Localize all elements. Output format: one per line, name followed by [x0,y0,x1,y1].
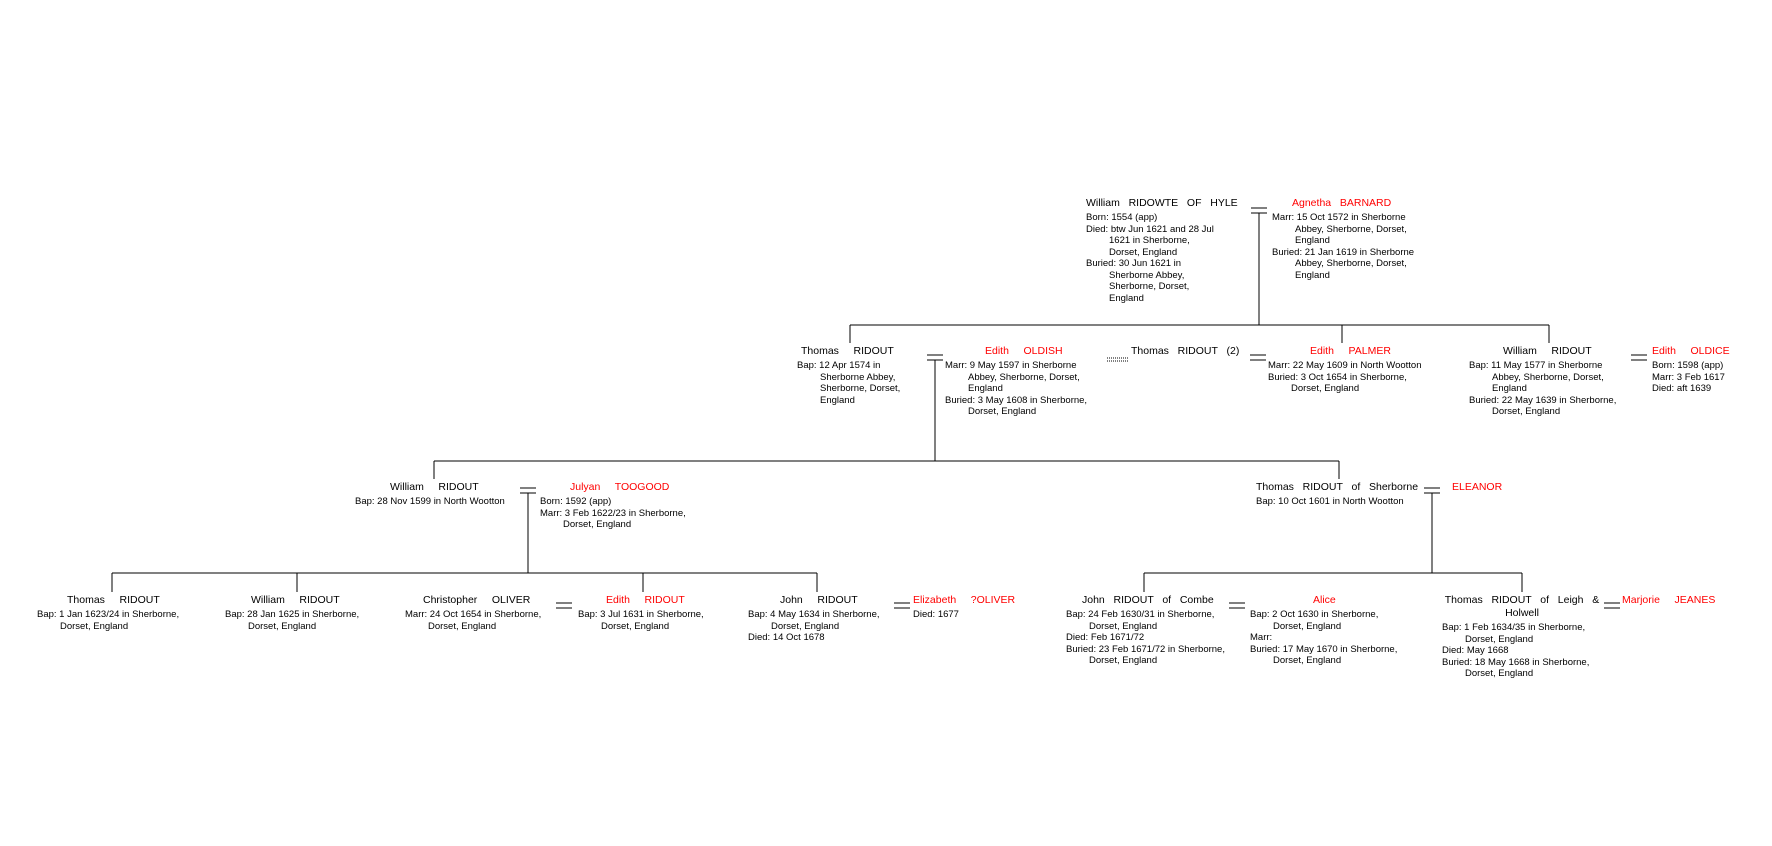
person-julyan-toogood [540,481,700,531]
person-name: John RIDOUT of Combe [1082,594,1214,606]
person-fact: Bap: 12 Apr 1574 in Sherborne Abbey, Sherborne, Dorset, England [797,360,901,406]
person-fact: Bap: 28 Nov 1599 in North Wootton [355,496,505,507]
person-eleanor [1452,481,1532,494]
person-name: William RIDOUT [251,594,340,606]
person-fact: Buried: 30 Jun 1621 in Sherborne Abbey, Sherborne, Dorset, England [1086,258,1190,304]
person-fact: Died: aft 1639 [1652,383,1712,394]
person-edith-oldice [1652,345,1762,395]
person-fact: Marr: 15 Oct 1572 in Sherborne Abbey, Sherborne, Dorset, England [1272,212,1407,246]
person-name: Thomas RIDOUT (2) [1131,345,1240,357]
person-william-ridout-1599 [355,481,525,508]
person-fact: Born: 1554 (app) [1086,212,1158,223]
person-william-ridout-1577 [1469,345,1629,418]
person-fact: Marr: 3 Feb 1617 [1652,371,1725,383]
person-thomas-ridout-1623 [37,594,197,632]
person-john-ridout-combe [1066,594,1226,667]
person-name: William RIDOUT [390,481,479,493]
person-fact: Bap: 1 Feb 1634/35 in Sherborne, Dorset, England [1442,622,1586,645]
person-elizabeth-oliver [913,594,1023,621]
person-thomas-ridout-1574 [797,345,922,406]
person-name: Edith PALMER [1310,345,1391,357]
person-fact: Died: btw Jun 1621 and 28 Jul 1621 in Sherborne, Dorset, England [1086,223,1214,258]
person-marjorie-jeanes [1622,594,1742,607]
person-fact: Bap: 10 Oct 1601 in North Wootton [1256,496,1404,507]
person-fact: Bap: 3 Jul 1631 in Sherborne, Dorset, England [578,609,704,632]
person-name: Edith OLDICE [1652,345,1730,357]
person-thomas-ridout-leigh [1442,594,1602,680]
person-name: Julyan TOOGOOD [570,481,670,493]
person-fact: Buried: 17 May 1670 in Sherborne, Dorset, England [1250,643,1398,666]
person-name: Christopher OLIVER [423,594,531,606]
person-name: Thomas RIDOUT [67,594,160,606]
person-fact: Marr: [1250,632,1273,643]
person-name: Alice [1313,594,1336,606]
person-fact: Born: 1598 (app) [1652,360,1724,371]
person-alice [1250,594,1410,667]
person-name: Edith OLDISH [985,345,1063,357]
person-william-ridowte [1086,197,1238,304]
person-fact: Bap: 4 May 1634 in Sherborne, Dorset, England [748,609,880,632]
person-fact: Buried: 3 Oct 1654 in Sherborne, Dorset, England [1268,371,1407,394]
person-fact: Bap: 24 Feb 1630/31 in Sherborne, Dorset, England [1066,609,1215,632]
person-edith-oldish [945,345,1095,418]
person-edith-palmer [1268,345,1438,395]
person-agnetha-barnard [1272,197,1422,281]
person-name: John RIDOUT [780,594,858,606]
person-fact: Bap: 2 Oct 1630 in Sherborne, Dorset, England [1250,609,1379,632]
person-john-ridout-1634 [748,594,893,644]
person-fact: Marr: 24 Oct 1654 in Sherborne, Dorset, England [405,609,542,632]
person-name: Thomas RIDOUT of Sherborne [1256,481,1419,493]
person-name: Edith RIDOUT [606,594,685,606]
person-christopher-oliver [405,594,555,632]
person-name: Thomas RIDOUT of Leigh & Holwell [1444,594,1600,619]
person-edith-ridout [578,594,718,632]
person-fact: Buried: 23 Feb 1671/72 in Sherborne, Dorset, England [1066,643,1225,666]
person-name: Agnetha BARNARD [1292,197,1392,209]
person-name: Thomas RIDOUT [801,345,894,357]
person-fact: Died: Feb 1671/72 [1066,632,1145,643]
person-name: Elizabeth ?OLIVER [913,594,1016,606]
person-name: Marjorie JEANES [1622,594,1716,606]
person-fact: Marr: 22 May 1609 in North Wootton [1268,360,1422,371]
person-fact: Bap: 11 May 1577 in Sherborne Abbey, Sherborne, Dorset, England [1469,360,1604,394]
person-fact: Marr: 9 May 1597 in Sherborne Abbey, Sherborne, Dorset, England [945,360,1080,394]
person-thomas-ridout-sherborne [1256,481,1426,508]
person-william-ridout-1625 [225,594,385,632]
person-fact: Buried: 18 May 1668 in Sherborne, Dorset, England [1442,656,1590,679]
person-fact: Born: 1592 (app) [540,496,612,507]
person-name: William RIDOUT [1503,345,1592,357]
person-fact: Marr: 3 Feb 1622/23 in Sherborne, Dorset, England [540,507,686,530]
person-fact: Buried: 3 May 1608 in Sherborne, Dorset, England [945,394,1088,417]
person-fact: Bap: 28 Jan 1625 in Sherborne, Dorset, England [225,609,360,632]
person-fact: Died: 1677 [913,609,959,620]
person-name: William RIDOWTE OF HYLE [1086,197,1238,209]
person-fact: Died: May 1668 [1442,645,1509,656]
person-name: ELEANOR [1452,481,1503,493]
person-thomas-ridout-2 [1131,345,1251,358]
person-fact: Buried: 22 May 1639 in Sherborne, Dorset, England [1469,394,1617,417]
person-fact: Bap: 1 Jan 1623/24 in Sherborne, Dorset, England [37,609,180,632]
person-fact: Died: 14 Oct 1678 [748,632,825,643]
person-fact: Buried: 21 Jan 1619 in Sherborne Abbey, Sherborne, Dorset, England [1272,246,1415,281]
